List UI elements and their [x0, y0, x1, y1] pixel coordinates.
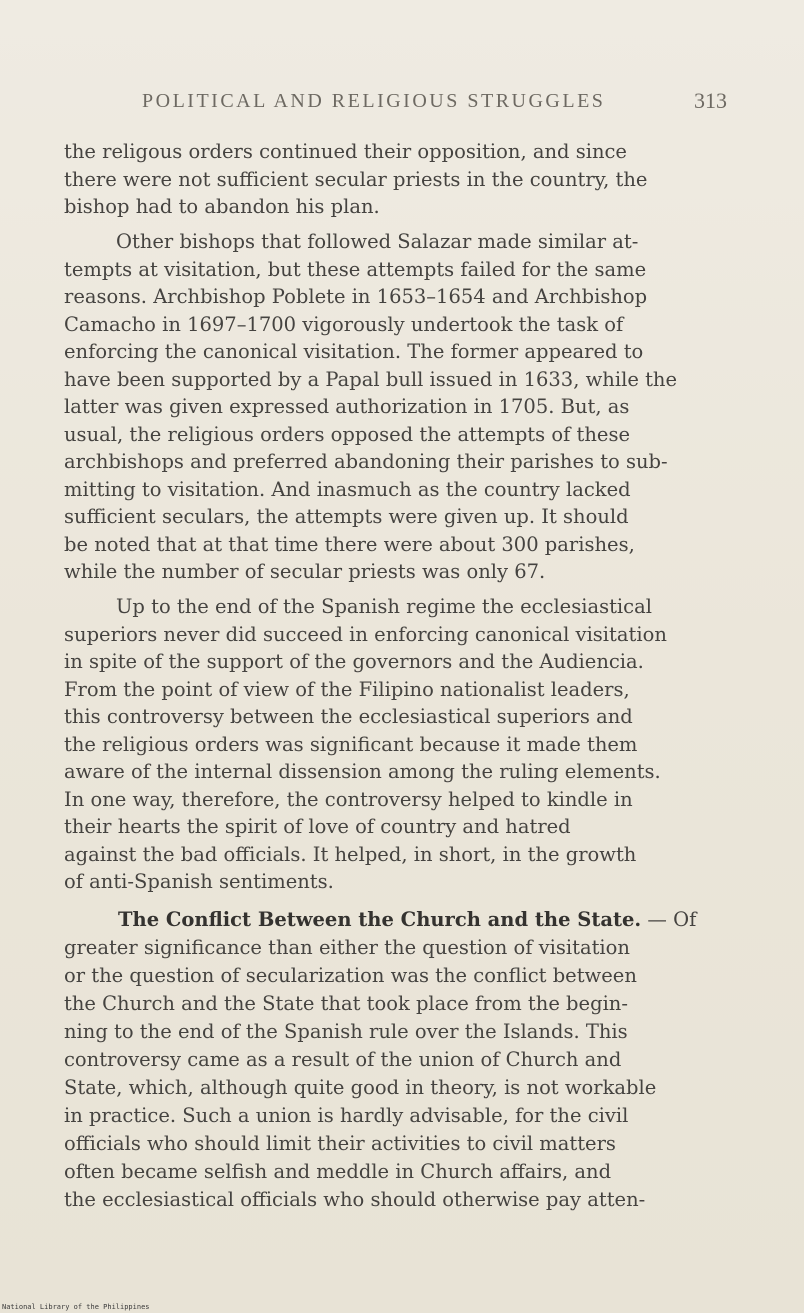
text-line: controversy came as a result of the union of Church and: [64, 1048, 622, 1071]
text-line: enforcing the canonical visitation. The former appeared to: [64, 340, 644, 363]
text-line: mitting to visitation. And inasmuch as the country lacked: [64, 477, 631, 501]
text-line: bishop had to abandon his plan.: [64, 195, 380, 218]
text-line: superiors never did succeed in enforcing canonical visitation: [64, 622, 667, 646]
text-line: in practice. Such a union is hardly advisable, for the civil: [64, 1104, 629, 1127]
section-heading: The Conflict Between the Church and the State.: [118, 908, 642, 931]
text-line: in spite of the support of the governors and the Audiencia.: [64, 650, 644, 673]
text-line: while the number of secular priests was only 67.: [64, 560, 546, 583]
text-line: reasons. Archbishop Poblete in 1653–1654 and Archbishop: [64, 285, 648, 308]
text-line: the ecclesiastical officials who should otherwise pay atten-: [64, 1188, 646, 1211]
section-heading-line: [118, 908, 696, 931]
text-line: or the question of secularization was the conflict between: [64, 964, 637, 987]
text-line: usual, the religious orders opposed the attempts of these: [64, 422, 630, 446]
text-line: against the bad officials. It helped, in short, in the growth: [64, 842, 637, 866]
running-head: POLITICAL AND RELIGIOUS STRUGGLES: [142, 90, 606, 112]
library-credit: National Library of the Philippines: [2, 1303, 150, 1311]
text-line: there were not sufficient secular priests in the country, the: [64, 167, 648, 191]
text-line: Other bishops that followed Salazar made similar at-: [116, 230, 639, 253]
text-line: have been supported by a Papal bull issued in 1633, while the: [64, 367, 678, 391]
text-line: their hearts the spirit of love of country and hatred: [64, 815, 571, 838]
text-line: Camacho in 1697–1700 vigorously undertook the task of: [64, 312, 624, 336]
text-line: latter was given expressed authorization in 1705. But, as: [64, 395, 630, 418]
text-line: sufficient seculars, the attempts were given up. It should: [64, 505, 629, 528]
text-line: this controversy between the ecclesiastical superiors and: [64, 705, 633, 728]
text-line: the Church and the State that took place from the begin-: [64, 992, 628, 1015]
text-line: of anti-Spanish sentiments.: [64, 870, 334, 893]
section-heading-rest: — Of: [641, 908, 697, 931]
text-line: be noted that at that time there were about 300 parishes,: [64, 532, 635, 556]
text-line: greater significance than either the question of visitation: [64, 936, 630, 959]
text-line: the religous orders continued their opposition, and since: [64, 140, 627, 163]
text-line: State, which, although quite good in theory, is not workable: [64, 1076, 657, 1099]
text-line: the religious orders was significant because it made them: [64, 732, 638, 756]
text-line: aware of the internal dissension among the ruling elements.: [64, 760, 661, 783]
page-number: 313: [694, 88, 727, 113]
page-header: [142, 86, 727, 126]
text-line: Up to the end of the Spanish regime the ecclesiastical: [116, 595, 652, 618]
text-line: From the point of view of the Filipino nationalist leaders,: [64, 677, 630, 701]
text-line: In one way, therefore, the controversy helped to kindle in: [64, 787, 633, 811]
text-line: ning to the end of the Spanish rule over the Islands. This: [64, 1020, 628, 1043]
text-line: archbishops and preferred abandoning their parishes to sub-: [64, 450, 668, 473]
text-line: officials who should limit their activities to civil matters: [64, 1132, 616, 1155]
text-line: often became selfish and meddle in Church affairs, and: [64, 1160, 612, 1183]
text-line: tempts at visitation, but these attempts failed for the same: [64, 257, 647, 281]
